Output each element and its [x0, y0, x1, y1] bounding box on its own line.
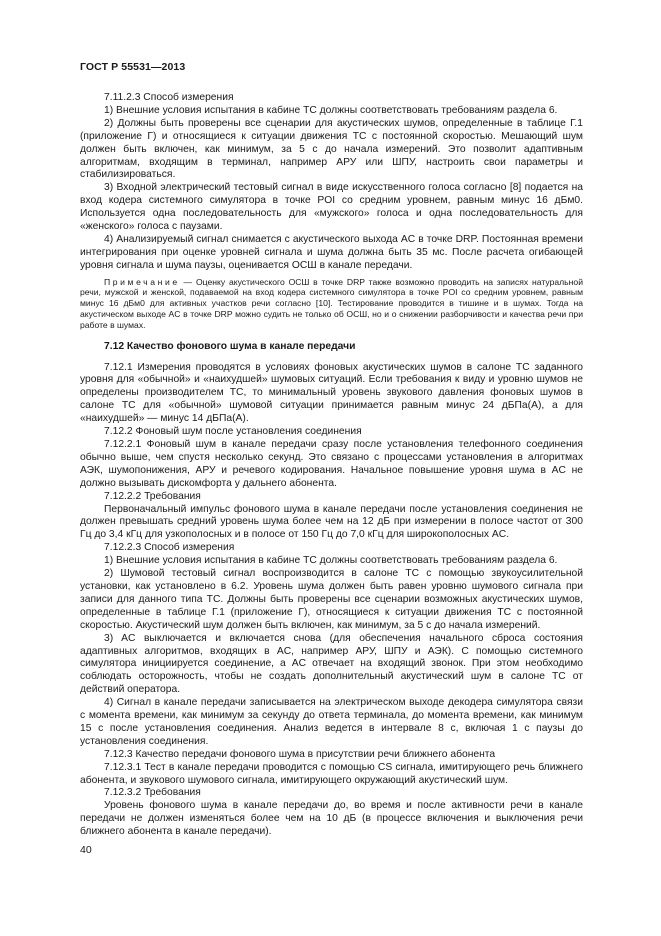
paragraph: Первоначальный импульс фонового шума в канале передачи после установления соединения не должен превышать средний уровень шума более чем на 12 дБ при измерении в полосе частот от 300 Гц до 3,4 кГц для узкополосных и в полосе от 150 Гц до 7,0 кГц для широкополосных AC. [80, 503, 583, 541]
paragraph: 7.12.2.1 Фоновый шум в канале передачи сразу после установления телефонного соединения обычно выше, чем спустя несколько секунд. Это связано с процессами установления в алгоритмах АЭК, шумопонижения, АРУ и речевого кодирования. Начальное повышение уровня шума в AC не должно вызывать дискомфорта у дальнего абонента. [80, 439, 583, 489]
paragraph: 1) Внешние условия испытания в кабине ТС должны соответствовать требованиям раздела 6. [104, 104, 558, 116]
paragraph: 1) Внешние условия испытания в кабине ТС должны соответствовать требованиям раздела 6. [104, 555, 558, 567]
paragraph: Уровень фонового шума в канале передачи до, во время и после активности речи в канале передачи не должен изменяться более чем на 10 дБ (в процессе включения и выключения речи ближнего абонента в канале передачи). [80, 800, 583, 838]
page-body [80, 92, 583, 839]
paragraph: 7.12.2.2 Требования [104, 490, 201, 502]
document-header: ГОСТ Р 55531—2013 [80, 61, 186, 73]
page-number: 40 [80, 844, 92, 856]
note-text: — Оценку акустического ОСШ в точке DRP также возможно проводить на записях натуральной речи, мужской и женской, подаваемой на вход кодера системного симулятора в точке POI со средним уровнем, равным минус 16 дБм0 для активных участков речи согласно [10]. Тестирование проводится в тишине и в шумах. Тогда на акустическом выходе AC в точке DRP можно судить не только об ОСШ, но и о снижении разборчивости и качества речи при работе в шумах. [80, 276, 583, 330]
note-label: Примечание [104, 276, 180, 287]
paragraph: 7.12.3 Качество передачи фонового шума в присутствии речи ближнего абонента [104, 748, 496, 760]
paragraph: 7.12.2.3 Способ измерения [104, 542, 235, 554]
paragraph: 3) Входной электрический тестовый сигнал в виде искусственного голоса согласно [8] подается на вход кодера системного симулятора в точке POI со средним уровнем, равным минус 16 дБм0. Используется одна последовательность для «мужского» голоса и одна последовательность для «женского» голоса с паузами. [80, 182, 583, 233]
paragraph: 7.12.1 Измерения проводятся в условиях фоновых акустических шумов в салоне ТС заданного уровня для «обычной» и «наихудшей» шумовых ситуаций. Если требования к виду и уровню шумов не определены производителем ТС, то минимальный уровень звукового давления фоновых шумов в салоне ТС для «обычной» шумовой ситуации принимается равным минус 24 дБПа(А), а для «наихудшей» — минус 14 дБПа(А). [80, 361, 583, 425]
note [80, 277, 583, 331]
paragraph: 3) AC выключается и включается снова (для обеспечения начального сброса состояния адаптивных алгоритмов, входящих в AC, например АРУ, ШПУ и АЭК). С помощью системного симулятора инициируется соединение, а AC отвечает на входящий звонок. При этом необходимо соблюдать осторожность, чтобы не создать дополнительный акустический шум в салоне ТС от действий оператора. [80, 632, 583, 696]
paragraph: 2) Шумовой тестовый сигнал воспроизводится в салоне ТС с помощью звукоусилительной установки, как установлено в 6.2. Уровень шума должен быть равен уровню шумового сигнала при записи для данного типа ТС. Должны быть проверены все сценарии возможных акустических шумов, определенные в таблице Г.1 (приложение Г), относящиеся к ситуации движения ТС с постоянной скоростью. Акустический шум должен быть включен, как минимум, за 5 с до начала измерений. [80, 568, 583, 631]
paragraph: 4) Анализируемый сигнал снимается с акустического выхода AC в точке DRP. Постоянная времени интегрирования при оценке уровней сигнала и шума должна быть 35 мс. После расчета огибающей уровня сигнала и шума паузы, оценивается ОСШ в канале передачи. [80, 233, 583, 271]
section-heading: 7.12 Качество фонового шума в канале передачи [104, 340, 356, 352]
paragraph: 2) Должны быть проверены все сценарии для акустических шумов, определенные в таблице Г.1 (приложение Г) и относящиеся к ситуации движения ТС с постоянной скоростью. Мешающий шум должен быть включен, как минимум, за 5 с до начала измерений. Это позволит адаптивным алгоритмам, входящим в терминал, например АРУ или ШПУ, настроить свои параметры и стабилизироваться. [80, 117, 583, 181]
paragraph: 7.12.2 Фоновый шум после установления соединения [104, 426, 362, 438]
paragraph: 7.12.3.2 Требования [104, 787, 201, 799]
paragraph: 7.11.2.3 Способ измерения [104, 92, 234, 103]
paragraph: 7.12.3.1 Тест в канале передачи проводится с помощью CS сигнала, имитирующего речь ближнего абонента, и звукового шумового сигнала, имитирующего окружающий акустический шум. [80, 761, 583, 786]
paragraph: 4) Сигнал в канале передачи записывается на электрическом выходе декодера симулятора связи с момента времени, как минимум за секунду до ответа терминала, до момента времени, как минимум 15 с после установления соединения. Анализ ведется в интервале 8 с, включая 1 с паузы до установления соединения. [80, 697, 583, 747]
